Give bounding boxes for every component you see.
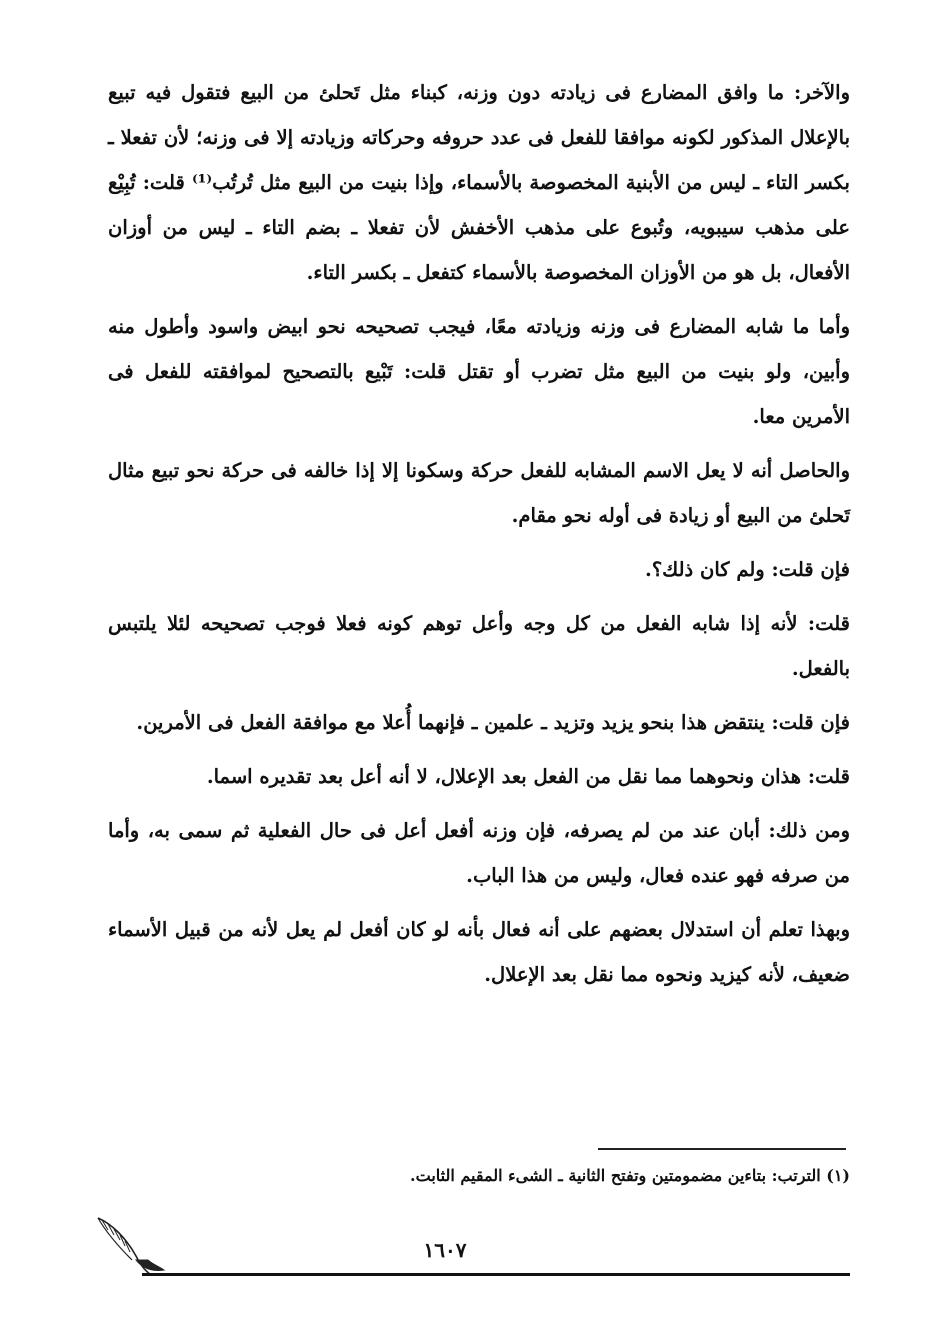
quill-pen-icon: [92, 1210, 172, 1280]
paragraph-1: والآخر: ما وافق المضارع فى زيادته دون وزنه، كبناء مثل تَحلئ من البيع فتقول فيه تبيع بالإعلال المذكور لكونه موافقا للفعل فى عدد حروفه وحركاته وزيادته إلا فى وزنه؛ لأن تفعلا ـ بكسر التاء ـ ليس من الأبنية المخصوصة بالأسماء، وإذا بنيت من البيع مثل تُرتُب⁽¹⁾ قلت: تُبِيْع على مذهب سيبويه، وتُبوع على مذهب الأخفش لأن تفعلا ـ بضم التاء ـ ليس من أوزان الأفعال، بل هو من الأوزان المخصوصة بالأسماء كتفعل ـ بكسر التاء.: [108, 81, 850, 284]
paragraph-3: والحاصل أنه لا يعل الاسم المشابه للفعل حركة وسكونا إلا إذا خالفه فى حركة نحو تبيع مثال تَحلئ من البيع أو زيادة فى أوله نحو مقام.: [108, 459, 850, 527]
paragraph-5: قلت: لأنه إذا شابه الفعل من كل وجه وأعل توهم كونه فعلا فوجب تصحيحه لئلا يلتبس بالفعل.: [108, 612, 850, 680]
footnote: (١) الترتب: بتاءين مضمومتين وتفتح الثانية ـ الشىء المقيم الثابت.: [410, 1166, 850, 1185]
page-number: ١٦٠٧: [423, 1238, 467, 1262]
body-text: [108, 70, 850, 1006]
paragraph-2: وأما ما شابه المضارع فى وزنه وزيادته معًا، فيجب تصحيحه نحو ابيض واسود وأطول منه وأبين، ولو بنيت من البيع مثل تضرب أو تقتل قلت: تَبْيع بالتصحيح لموافقته للفعل فى الأمرين معا.: [108, 315, 850, 428]
paragraph-8: ومن ذلك: أبان عند من لم يصرفه، فإن وزنه أفعل أعل فى حال الفعلية ثم سمى به، وأما من صرفه فهو عنده فعال، وليس من هذا الباب.: [108, 819, 850, 887]
bottom-rule: [142, 1273, 850, 1276]
paragraph-7: قلت: هذان ونحوهما مما نقل من الفعل بعد الإعلال، لا أنه أعل بعد تقديره اسما.: [206, 765, 850, 788]
paragraph-9: وبهذا تعلم أن استدلال بعضهم على أنه فعال بأنه لو كان أفعل لم يعل لأنه من قبيل الأسماء ضعيف، لأنه كيزيد ونحوه مما نقل بعد الإعلال.: [108, 918, 850, 986]
paragraph-6: فإن قلت: ينتقض هذا بنحو يزيد وتزيد ـ علمين ـ فإنهما أُعلا مع موافقة الفعل فى الأمرين.: [136, 711, 850, 734]
footnote-divider: [598, 1148, 846, 1150]
paragraph-4: فإن قلت: ولم كان ذلك؟.: [645, 558, 850, 581]
